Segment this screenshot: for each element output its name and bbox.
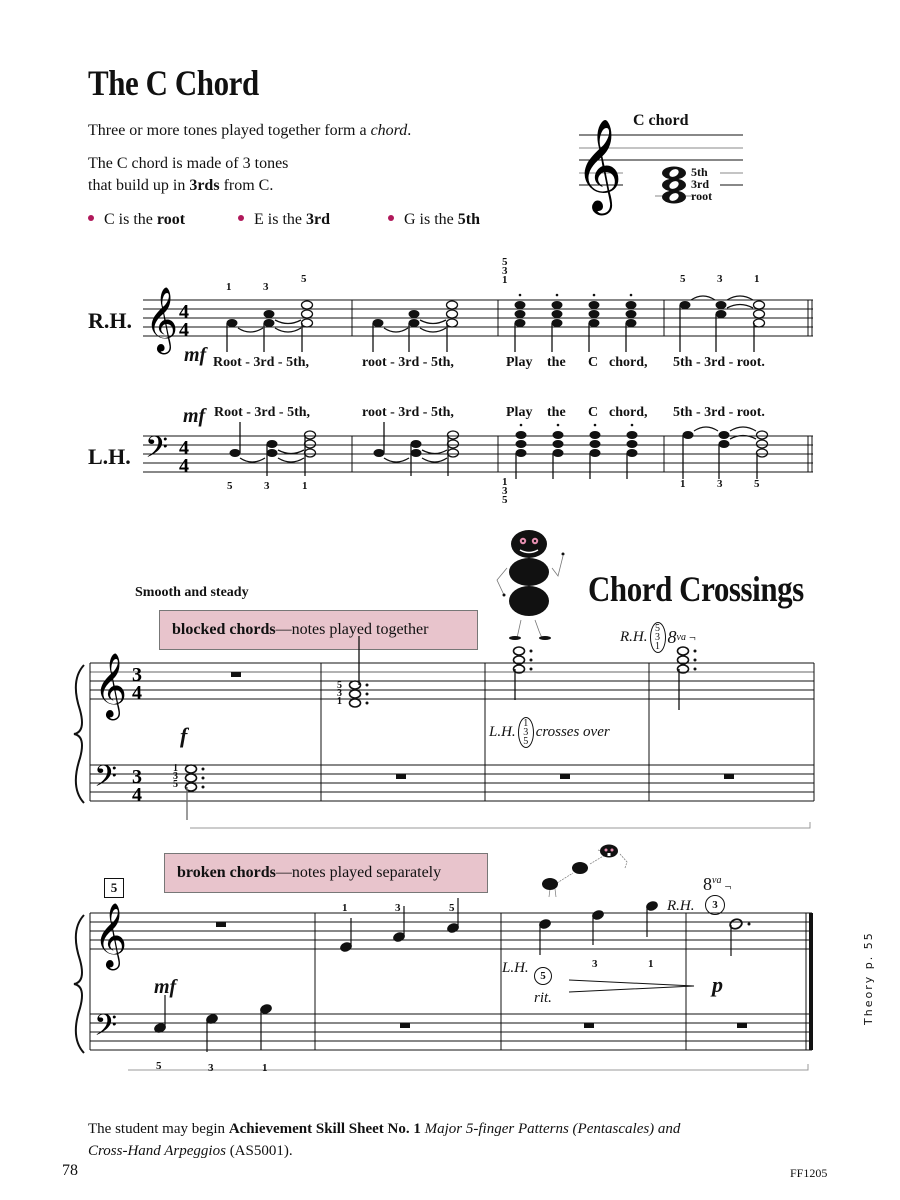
bullet-text: E is the xyxy=(254,211,306,228)
fingering: 1 xyxy=(302,480,308,492)
brace-icon xyxy=(74,915,84,1053)
whole-rest-icon xyxy=(396,774,406,779)
fingering: 5 xyxy=(173,779,178,790)
fingering: 1 xyxy=(680,478,686,490)
blocked-chords-definition: —notes played together xyxy=(275,621,429,638)
intro-line-2 xyxy=(88,153,288,197)
bass-clef-icon: 𝄢 xyxy=(94,1009,118,1050)
fingering: 5 xyxy=(449,902,455,914)
rh-label-italic: R.H. xyxy=(667,898,695,914)
page-number: 78 xyxy=(62,1162,78,1179)
fingering-stack xyxy=(173,765,178,789)
lyric: the xyxy=(547,355,566,370)
finger-circle xyxy=(650,622,666,653)
lh-label: L.H. xyxy=(88,444,131,469)
blocked-chords-box xyxy=(159,610,478,650)
footer-skill-sheet: Achievement Skill Sheet No. 1 xyxy=(228,1121,421,1137)
fingering: 3 xyxy=(208,1062,214,1074)
note-5th: 5th xyxy=(691,165,708,179)
fingering: 1 xyxy=(502,476,508,488)
fingering: 3 xyxy=(592,958,598,970)
treble-clef-icon: 𝄞 xyxy=(94,903,128,968)
fingering: 3 xyxy=(717,273,723,285)
lyric: root - 3rd - 5th, xyxy=(362,405,454,420)
treble-clef-icon: 𝄞 xyxy=(94,653,128,718)
whole-rest-icon xyxy=(231,672,241,677)
fingering: 3 xyxy=(173,771,178,782)
dynamic-mf: mf xyxy=(184,344,207,366)
lyric: Play xyxy=(506,355,533,370)
page-title: The C Chord xyxy=(88,63,259,103)
broken-chord-mascot xyxy=(535,840,630,900)
fingering: 1 xyxy=(262,1062,268,1074)
intro-line-2a: The C chord is made of 3 tones xyxy=(88,155,289,172)
intro-2b-prefix: that build up in xyxy=(88,177,190,194)
fingering: 1 xyxy=(342,902,348,914)
ottava-va: va xyxy=(712,875,722,886)
intro-line-2b xyxy=(88,175,288,197)
fingering: 5 xyxy=(337,680,342,691)
ottava-va: va xyxy=(676,632,686,643)
lyric: Root - 3rd - 5th, xyxy=(214,405,311,420)
footer-italic: Cross-Hand Arpeggios xyxy=(88,1143,226,1159)
lyric: chord, xyxy=(609,355,648,370)
finger-circle: 3 xyxy=(705,895,725,915)
fingering: 3 xyxy=(264,480,270,492)
fingering: 5 xyxy=(301,273,307,285)
finger-circle xyxy=(518,717,534,748)
chord-mascot xyxy=(495,528,575,643)
fingering: 5 xyxy=(680,273,686,285)
bullet-root xyxy=(88,209,185,231)
fingering: 3 xyxy=(502,265,508,277)
intro-em: chord xyxy=(370,122,408,139)
lyric: Play xyxy=(506,405,533,420)
dynamic-mf: mf xyxy=(154,976,177,998)
finger-circle: 5 xyxy=(534,967,552,985)
broken-chords-definition: —notes played separately xyxy=(275,864,442,881)
lyric: C xyxy=(588,355,599,370)
note-3rd: 3rd xyxy=(691,177,709,191)
lh-label-italic: L.H. xyxy=(489,724,516,740)
intro-2b-suffix: from C. xyxy=(219,177,274,194)
rh-label: R.H. xyxy=(88,308,132,333)
lh-label-italic: L.H. xyxy=(502,960,529,976)
piece-title: Chord Crossings xyxy=(588,569,804,609)
bullet-bold: 5th xyxy=(457,211,481,228)
broken-chords-box xyxy=(164,853,488,893)
footer-text: The student may begin xyxy=(88,1121,229,1137)
fingering: 5 xyxy=(502,494,508,506)
rh-label-italic: R.H. xyxy=(620,629,648,645)
grand-staff-1 xyxy=(72,653,832,835)
fingering: 1 xyxy=(754,273,760,285)
ritardando: rit. xyxy=(534,990,552,1006)
fingering: 5 xyxy=(227,480,233,492)
bullet-text: C is the xyxy=(104,211,157,228)
lyric: the xyxy=(547,405,566,420)
ottava-8: 8 xyxy=(703,874,712,894)
bullet-bold: 3rd xyxy=(306,211,330,228)
bullet-3rd xyxy=(238,209,330,231)
treble-clef-icon: 𝄞 xyxy=(575,118,623,211)
treble-clef-icon: 𝄞 xyxy=(145,287,179,352)
svg-text:3: 3 xyxy=(132,766,142,788)
bullet-icon xyxy=(238,215,244,221)
fingering: 3 xyxy=(717,478,723,490)
blocked-chords-term: blocked chords xyxy=(172,621,276,638)
theory-reference: Theory p. 55 xyxy=(862,931,875,1025)
dynamic-p: p xyxy=(712,972,723,997)
crosses-over-text: crosses over xyxy=(535,724,610,740)
lyric: chord, xyxy=(609,405,648,420)
brace-icon xyxy=(74,665,84,803)
fingering: 3 xyxy=(523,727,529,738)
footer-note xyxy=(88,1118,808,1162)
broken-chord-mascot-icon xyxy=(535,840,630,900)
fingering: 1 xyxy=(173,763,178,774)
lh-crosses-over xyxy=(489,717,610,748)
lyric: 5th - 3rd - root. xyxy=(673,355,765,370)
intro-text: Three or more tones played together form a xyxy=(88,122,371,139)
dynamic-f: f xyxy=(180,723,188,748)
catalog-number: FF1205 xyxy=(790,1166,828,1180)
whole-rest-icon xyxy=(724,774,734,779)
rh-8va-marking: R.H. 5 3 1 8 va ¬ xyxy=(620,623,696,652)
intro-line-1 xyxy=(88,120,411,142)
whole-rest-icon xyxy=(737,1023,747,1028)
whole-rest-icon xyxy=(560,774,570,779)
fingering: 3 xyxy=(395,902,401,914)
c-chord-diagram xyxy=(575,108,745,213)
bullet-bold: root xyxy=(156,211,186,228)
svg-text:4: 4 xyxy=(179,455,189,477)
fingering: 1 xyxy=(655,641,660,652)
whole-rest-icon xyxy=(584,1023,594,1028)
svg-text:4: 4 xyxy=(179,319,189,341)
svg-text:4: 4 xyxy=(179,437,189,459)
bullet-icon xyxy=(388,215,394,221)
fingering: 1 xyxy=(502,274,508,286)
footer-italic: Major 5-finger Patterns (Pentascales) and xyxy=(420,1121,681,1137)
rh-staff xyxy=(143,256,823,352)
broken-chords-term: broken chords xyxy=(177,864,276,881)
intro-2b-bold: 3rds xyxy=(189,177,220,194)
dynamic-mf: mf xyxy=(183,405,206,427)
bullet-icon xyxy=(88,215,94,221)
fingering-stack xyxy=(337,682,342,706)
fingering: 5 xyxy=(655,623,660,634)
bullet-5th xyxy=(388,209,480,231)
chord-note-labels xyxy=(691,166,712,202)
fingering: 3 xyxy=(655,632,660,643)
fingering: 5 xyxy=(754,478,760,490)
ottava-marking: $8^{va}$ ¬ xyxy=(703,874,732,894)
whole-rest-icon xyxy=(400,1023,410,1028)
svg-text:4: 4 xyxy=(132,784,142,806)
measure-number: 5 xyxy=(104,878,124,898)
bass-clef-icon: 𝄢 xyxy=(145,431,169,472)
lyric: C xyxy=(588,405,599,420)
lyric: Root - 3rd - 5th, xyxy=(213,355,310,370)
fingering: 5 xyxy=(523,736,529,747)
chord-label: C chord xyxy=(633,112,689,129)
footer-suffix: (AS5001). xyxy=(225,1143,293,1159)
whole-rest-icon xyxy=(216,922,226,927)
svg-text:4: 4 xyxy=(132,682,142,704)
fingering: 5 xyxy=(156,1060,162,1072)
bass-clef-icon: 𝄢 xyxy=(94,760,118,801)
fingering-stack xyxy=(502,478,508,505)
decrescendo-hairpin xyxy=(569,980,694,992)
svg-text:4: 4 xyxy=(179,301,189,323)
bullet-text: G is the xyxy=(404,211,458,228)
fingering: 1 xyxy=(648,958,654,970)
note-root: root xyxy=(691,189,713,203)
ottava-8: 8 xyxy=(667,627,677,647)
intro-suffix: . xyxy=(407,122,412,139)
lyric: root - 3rd - 5th, xyxy=(362,355,454,370)
fingering: 1 xyxy=(337,696,342,707)
fingering: 1 xyxy=(226,281,232,293)
fingering: 3 xyxy=(337,688,342,699)
svg-text:3: 3 xyxy=(132,664,142,686)
lh-staff xyxy=(143,427,823,506)
tempo-marking: Smooth and steady xyxy=(135,585,249,600)
fingering: 1 xyxy=(523,718,529,729)
fingering: 3 xyxy=(263,281,269,293)
fingering-stack xyxy=(502,258,508,285)
chord-mascot-icon xyxy=(495,528,575,643)
lyric: 5th - 3rd - root. xyxy=(673,405,765,420)
fingering: 5 xyxy=(502,256,508,268)
fingering: 3 xyxy=(502,485,508,497)
